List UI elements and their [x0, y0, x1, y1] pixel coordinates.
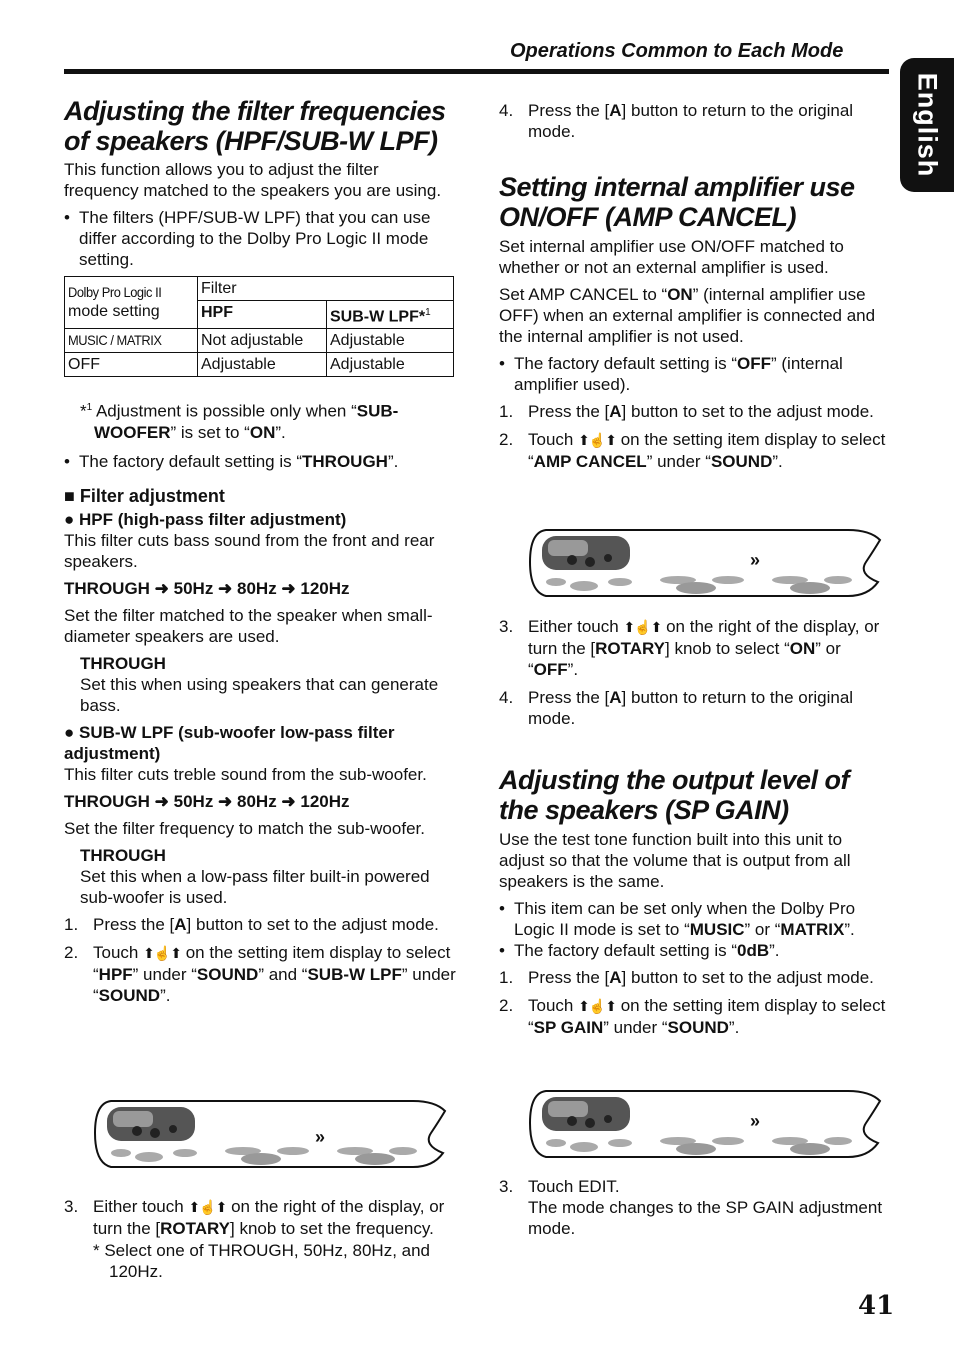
amp-step-1: [499, 401, 889, 422]
left-column-bottom: [64, 1196, 456, 1289]
step-number: 1.: [499, 968, 514, 987]
step-2: [64, 942, 456, 1006]
amp-step-3: [499, 616, 889, 680]
text: The factory default setting is “: [79, 451, 302, 471]
step-3-note: * Select one of THROUGH, 50Hz, 80Hz, and 120Hz.: [93, 1241, 431, 1281]
screen-chevron-icon: »: [750, 550, 761, 570]
display-panel-icon: [528, 522, 886, 604]
text-bold: A: [174, 914, 187, 934]
amp-step-2: [499, 429, 889, 472]
hpf-set: Set the filter matched to the speaker when small-diameter speakers are used.: [64, 605, 433, 646]
hpf-through-desc: Set this when using speakers that can generate bass.: [80, 674, 439, 715]
text-bold: 0dB: [737, 941, 770, 960]
screen-illustration-sp: [528, 1083, 886, 1170]
amp-title: Setting internal amplifier use ON/OFF (AMP CANCEL): [499, 172, 855, 232]
sp-p1: Use the test tone function built into this unit to adjust so that the volume that is output from all speakers is the same.: [499, 830, 851, 891]
text: ] knob to set the frequency.: [230, 1219, 434, 1238]
screen-chevron-icon: »: [750, 1111, 761, 1131]
text: on the setting item display to select “: [528, 996, 886, 1037]
text: ” under “: [603, 1018, 668, 1037]
header-rule: [64, 69, 889, 74]
text-bold: SP GAIN: [533, 1018, 604, 1037]
table-hpf-head: HPF: [198, 301, 327, 329]
text: Touch: [93, 942, 144, 962]
text: ” and “: [258, 964, 308, 984]
text: Press the [: [528, 101, 610, 120]
right-column-mid: [499, 616, 889, 1045]
text: on the setting item display to select “: [93, 942, 451, 984]
subw-sequence: THROUGH ➜ 50Hz ➜ 80Hz ➜ 120Hz: [64, 791, 350, 811]
text-bold: AMP CANCEL: [533, 452, 647, 471]
subw-heading: ● SUB-W LPF (sub-woofer low-pass filter adjustment): [64, 722, 395, 763]
text: ” or “: [528, 639, 841, 679]
step-number: 1.: [64, 914, 79, 934]
table-corner-a: Dolby Pro Logic II: [68, 284, 162, 300]
text-bold: ON: [667, 285, 693, 304]
touch-updown-icon: ⬆☝⬆: [578, 998, 616, 1014]
hpf-through-title: THROUGH: [80, 653, 166, 673]
text: This item can be set only when the Dolby Pro Logic II mode is set to “: [514, 899, 856, 939]
text-bold: OFF: [737, 354, 771, 373]
text-bold: ON: [789, 639, 816, 658]
page-number: 41: [858, 1291, 895, 1321]
text: ] button to set to the adjust mode.: [621, 968, 874, 987]
text: ” under “: [93, 964, 456, 1005]
text-bold: MATRIX: [780, 920, 845, 939]
touch-updown-icon: ⬆☝⬆: [188, 1199, 227, 1215]
text: ] knob to select “: [665, 639, 790, 658]
text: ] button to return to the original mode.: [528, 688, 854, 728]
footnote-text: ” is set to “: [170, 422, 250, 442]
text: Press the [: [528, 968, 610, 987]
text-bold: SOUND: [98, 985, 161, 1005]
sp-title: Adjusting the output level of the speakers (SP GAIN): [499, 765, 849, 825]
step-number: 2.: [64, 942, 79, 962]
subw-through-title: THROUGH: [80, 845, 166, 865]
filter-bullet: • The filters (HPF/SUB-W LPF) that you can use differ according to the Dolby Pro Logic II mode setting.: [64, 207, 456, 270]
step-3: [64, 1196, 456, 1282]
text: ”.: [567, 660, 579, 679]
step-number: 4.: [499, 688, 514, 707]
right-column-bottom: [499, 1176, 889, 1246]
text: The mode changes to the SP GAIN adjustment mode.: [528, 1198, 883, 1238]
table-corner: [65, 277, 198, 329]
subw-through-desc: Set this when a low-pass filter built-in powered sub-woofer is used.: [80, 866, 430, 907]
text: The factory default setting is “: [514, 941, 737, 960]
hpf-heading: ● HPF (high-pass filter adjustment): [64, 509, 347, 529]
sp-bullet-1: [499, 898, 889, 940]
text: Touch: [528, 996, 579, 1015]
section-header: Operations Common to Each Mode: [510, 40, 844, 62]
text: ”.: [769, 941, 780, 960]
text-bold: A: [609, 688, 622, 707]
amp-p1: Set internal amplifier use ON/OFF matched to whether or not an external amplifier is used.: [499, 237, 844, 277]
sp-bullet-2: [499, 940, 889, 961]
step-number: 4.: [499, 101, 514, 120]
footnote-bold: ON: [249, 422, 276, 442]
text: The factory default setting is “: [514, 354, 737, 373]
text: ” under “: [132, 964, 197, 984]
right-column: [499, 100, 889, 479]
sp-step-2: [499, 995, 889, 1038]
touch-updown-icon: ⬆☝⬆: [623, 619, 662, 635]
text-bold: MUSIC: [689, 920, 745, 939]
text-bold: ROTARY: [595, 639, 665, 658]
table-row: [65, 353, 454, 377]
table-cell: Adjustable: [327, 353, 454, 377]
subw-desc: This filter cuts treble sound from the sub-woofer.: [64, 764, 427, 784]
screen-illustration-left: [93, 1093, 451, 1180]
text: ] button to set to the adjust mode.: [621, 402, 874, 421]
table-cell: [65, 329, 198, 353]
text: Either touch: [93, 1197, 189, 1216]
text-bold: SOUND: [196, 964, 259, 984]
touch-updown-icon: ⬆☝⬆: [578, 432, 616, 448]
text: ”.: [844, 920, 855, 939]
text-bold: SOUND: [667, 1018, 729, 1037]
text: Touch EDIT.: [528, 1177, 620, 1196]
touch-updown-icon: ⬆☝⬆: [143, 944, 181, 961]
subw-through: [64, 845, 456, 908]
step-number: 2.: [499, 996, 514, 1015]
text: ”.: [728, 1018, 740, 1037]
text: ” under “: [646, 452, 711, 471]
text: Touch: [528, 430, 579, 449]
text: ] button to return to the original mode.: [528, 101, 854, 141]
table-corner-b: mode setting: [68, 303, 160, 320]
text-bold: HPF: [98, 964, 133, 984]
table-row: [65, 329, 454, 353]
table-subw-sup: 1: [425, 307, 431, 318]
text: ] button to set to the adjust mode.: [186, 914, 439, 934]
hpf-desc: This filter cuts bass sound from the front and rear speakers.: [64, 530, 435, 571]
text: on the right of the display, or turn the [: [93, 1197, 445, 1238]
text: ”.: [160, 985, 171, 1005]
table-subw-head: [327, 301, 454, 329]
text: on the setting item display to select “: [528, 430, 886, 471]
step-number: 2.: [499, 430, 514, 449]
table-subw-label: SUB-W LPF*: [330, 308, 426, 326]
table-cell-text: MUSIC / MATRIX: [68, 332, 162, 349]
table-cell: Not adjustable: [198, 329, 327, 353]
footnote-bold: SUB-WOOFER: [94, 401, 399, 442]
text-bold: THROUGH: [302, 451, 388, 471]
text: ”.: [772, 452, 783, 471]
language-tab-label: English: [912, 72, 943, 178]
text-bold: SOUND: [710, 452, 773, 471]
text-bold: A: [609, 968, 622, 987]
sp-step-3: [499, 1176, 889, 1239]
filter-adjustment-heading: ■ Filter adjustment: [64, 485, 225, 506]
step-number: 3.: [499, 1177, 514, 1196]
text: ” (internal amplifier use OFF) when an external amplifier is connected and the internal amplifier is not used.: [499, 285, 876, 346]
display-panel-icon: [528, 1083, 886, 1165]
display-panel-icon: [93, 1093, 451, 1175]
text: ” or “: [744, 920, 781, 939]
text: on the right of the display, or turn the [: [528, 617, 880, 658]
step-number: 3.: [499, 617, 514, 636]
text: Set AMP CANCEL to “: [499, 285, 668, 304]
table-cell: Adjustable: [198, 353, 327, 377]
table-cell: Adjustable: [327, 329, 454, 353]
text-bold: ROTARY: [160, 1219, 230, 1238]
hpf-through: [64, 653, 456, 716]
default-bullet: [64, 451, 456, 472]
table-filter-head: Filter: [198, 277, 454, 301]
subw-set: Set the filter frequency to match the sub-woofer.: [64, 818, 425, 838]
filter-table: [64, 276, 454, 377]
amp-p2: [499, 284, 889, 347]
table-footnote: [64, 397, 456, 443]
text-bold: A: [609, 402, 622, 421]
text-bold: A: [609, 101, 622, 120]
text: Press the [: [93, 914, 175, 934]
screen-chevron-icon: »: [315, 1127, 326, 1147]
amp-default: [499, 353, 889, 395]
text: ”.: [387, 451, 399, 471]
footnote-text: Adjustment is possible only when “: [92, 401, 357, 421]
table-cell: OFF: [65, 353, 198, 377]
footnote-mark: *: [80, 401, 87, 421]
left-column: [64, 96, 456, 1013]
text-bold: OFF: [533, 660, 568, 679]
step-number: 3.: [64, 1197, 79, 1216]
hpf-sequence: THROUGH ➜ 50Hz ➜ 80Hz ➜ 120Hz: [64, 578, 350, 598]
filter-title: Adjusting the filter frequencies of speakers (HPF/SUB-W LPF): [64, 96, 446, 156]
step-number: 1.: [499, 402, 514, 421]
text-bold: SUB-W LPF: [307, 964, 402, 984]
filter-intro: This function allows you to adjust the filter frequency matched to the speakers you are using.: [64, 160, 442, 200]
text: Press the [: [528, 688, 610, 707]
footnote-sup: 1: [86, 402, 93, 414]
text: Press the [: [528, 402, 610, 421]
footnote-text: ”.: [275, 422, 286, 442]
step-4: [499, 100, 889, 142]
sp-step-1: [499, 967, 889, 988]
step-1: [64, 914, 456, 935]
language-tab: [900, 58, 954, 192]
amp-step-4: [499, 687, 889, 729]
text: Either touch: [528, 617, 624, 636]
text: ” (internal amplifier used).: [514, 354, 843, 394]
screen-illustration-amp: [528, 522, 886, 609]
